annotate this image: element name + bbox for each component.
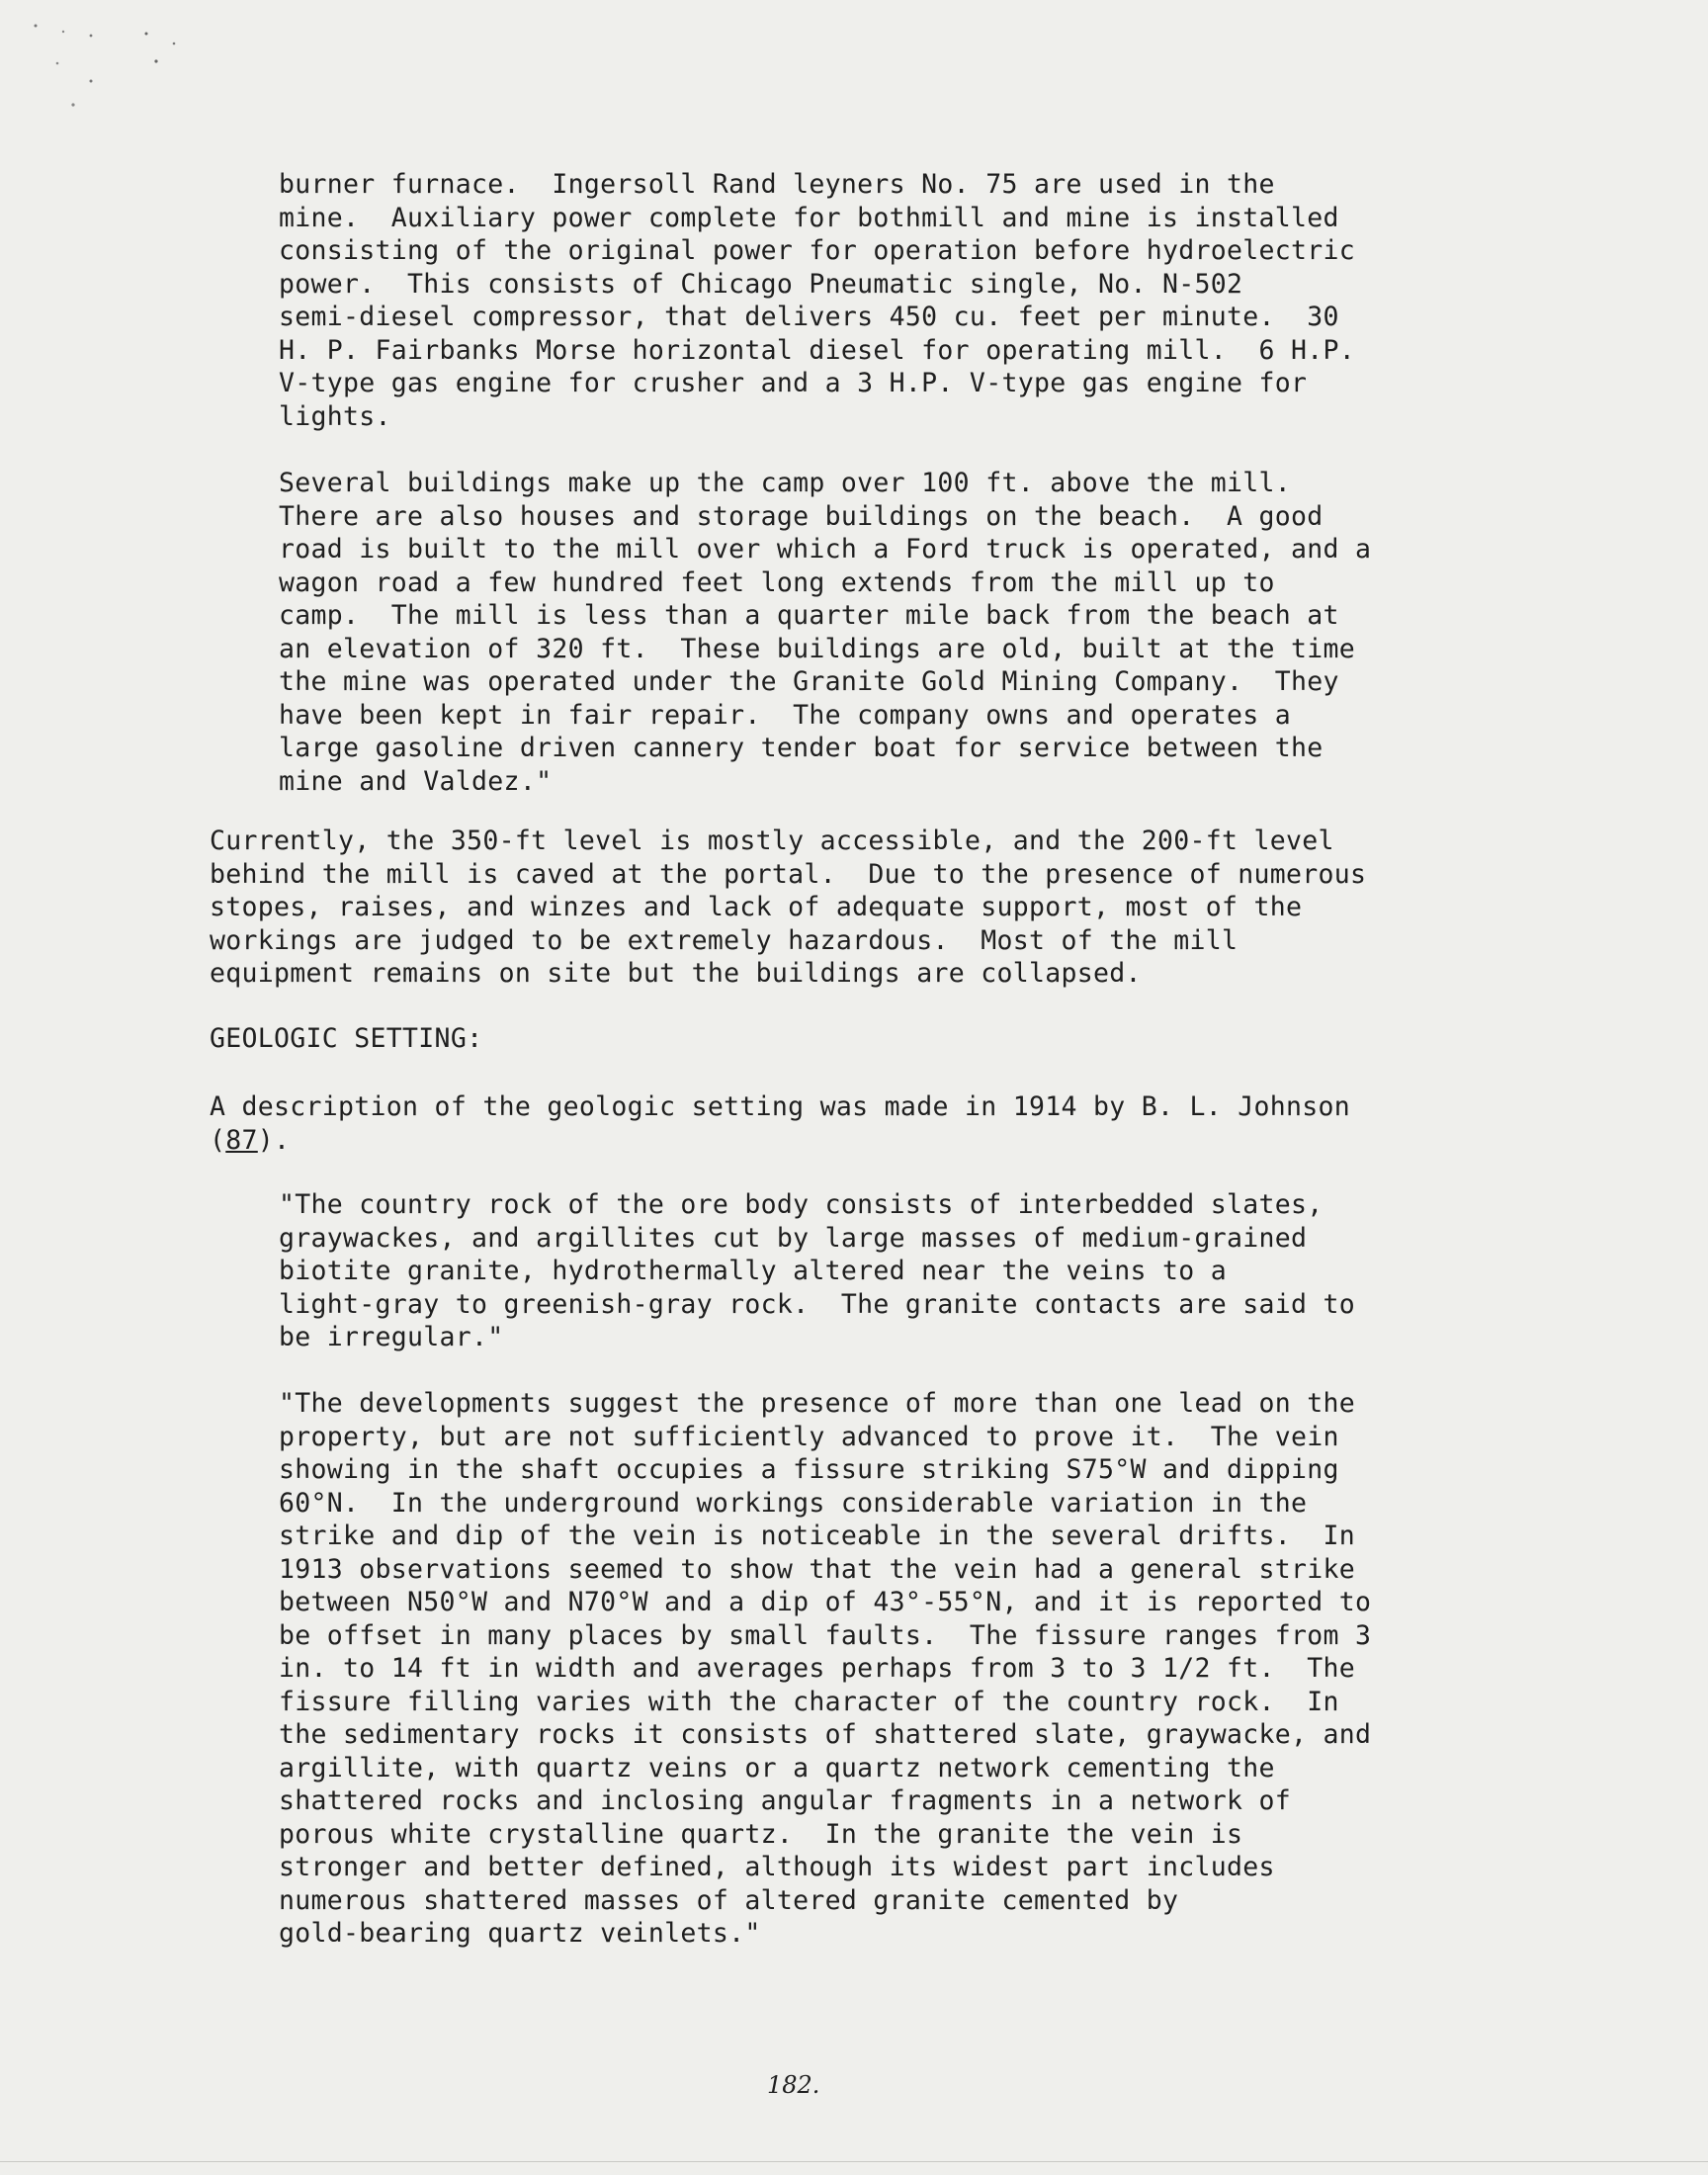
reference-number: 87 [225, 1124, 258, 1156]
quote-developments: "The developments suggest the presence of more than one lead on the property, but are not sufficiently advanced to prove it. The vein showing in the shaft occupies a fissure striking S75°W and dipping 60°N. In the underground workings considerable variation in the strike and dip of the vein is noticeable in the several drifts. In 1913 observations seemed to show that the vein had a general strike between N50°W and N70°W and a dip of 43°-55°N, and it is reported to be offset in many places by small faults. The fissure ranges from 3 in. to 14 ft in width and averages perhaps from 3 to 3 1/2 ft. The fissure filling varies with the character of the country rock. In the sedimentary rocks it consists of shattered slate, graywacke, and argillite, with quartz veins or a quartz network cementing the shattered rocks and inclosing angular fragments in a network of porous white crystalline quartz. In the granite the vein is stronger and better defined, although its widest part includes numerous shattered masses of altered granite cemented by gold-bearing quartz veinlets." [279, 1388, 1372, 1949]
paragraph-equipment: burner furnace. Ingersoll Rand leyners No. 75 are used in the mine. Auxiliary power complete for bothmill and mine is installed consisting of the original power for operation before hydroelectric power. This consists of Chicago Pneumatic single, No. N-502 semi-diesel compressor, that delivers 450 cu. feet per minute. 30 H. P. Fairbanks Morse horizontal diesel for operating mill. 6 H.P. V-type gas engine for crusher and a 3 H.P. V-type gas engine for lights. [279, 169, 1356, 432]
quote-country-rock: "The country rock of the ore body consists of interbedded slates, graywackes, and argillites cut by large masses of medium-grained biotite granite, hydrothermally altered near the veins to a light-gray to greenish-gray rock. The granite contacts are said to be irregular." [279, 1189, 1356, 1352]
scan-edge-line [0, 2161, 1708, 2162]
reference-close: ). [257, 1124, 291, 1156]
paragraph-camp-buildings: Several buildings make up the camp over 100 ft. above the mill. There are also houses and storage buildings on the beach. A good road is built to the mill over which a Ford truck is operated, and a wagon road a few hundred feet long extends from the mill up to camp. The mill is less than a quarter mile back from the beach at an elevation of 320 ft. These buildings are old, built at the time the mine was operated under the Granite Gold Mining Company. They have been kept in fair repair. The company owns and operates a large gasoline driven cannery tender boat for service between the mine and Valdez." [279, 468, 1372, 797]
intro-text: A description of the geologic setting was made in 1914 by B. L. Johnson [210, 1091, 1351, 1122]
paragraph-geologic-intro [210, 1090, 1350, 1157]
section-heading-geologic-setting: GEOLOGIC SETTING: [210, 1023, 483, 1054]
scan-specks [30, 22, 188, 111]
paragraph-current-status: Currently, the 350-ft level is mostly accessible, and the 200-ft level behind the mill is caved at the portal. Due to the presence of numerous stopes, raises, and winzes and lack of adequate support, most of the workings are judged to be extremely hazardous. Most of the mill equipment remains on site but the buildings are collapsed. [210, 826, 1367, 989]
page-number: 182. [767, 2071, 820, 2099]
reference-open: ( [210, 1124, 226, 1156]
